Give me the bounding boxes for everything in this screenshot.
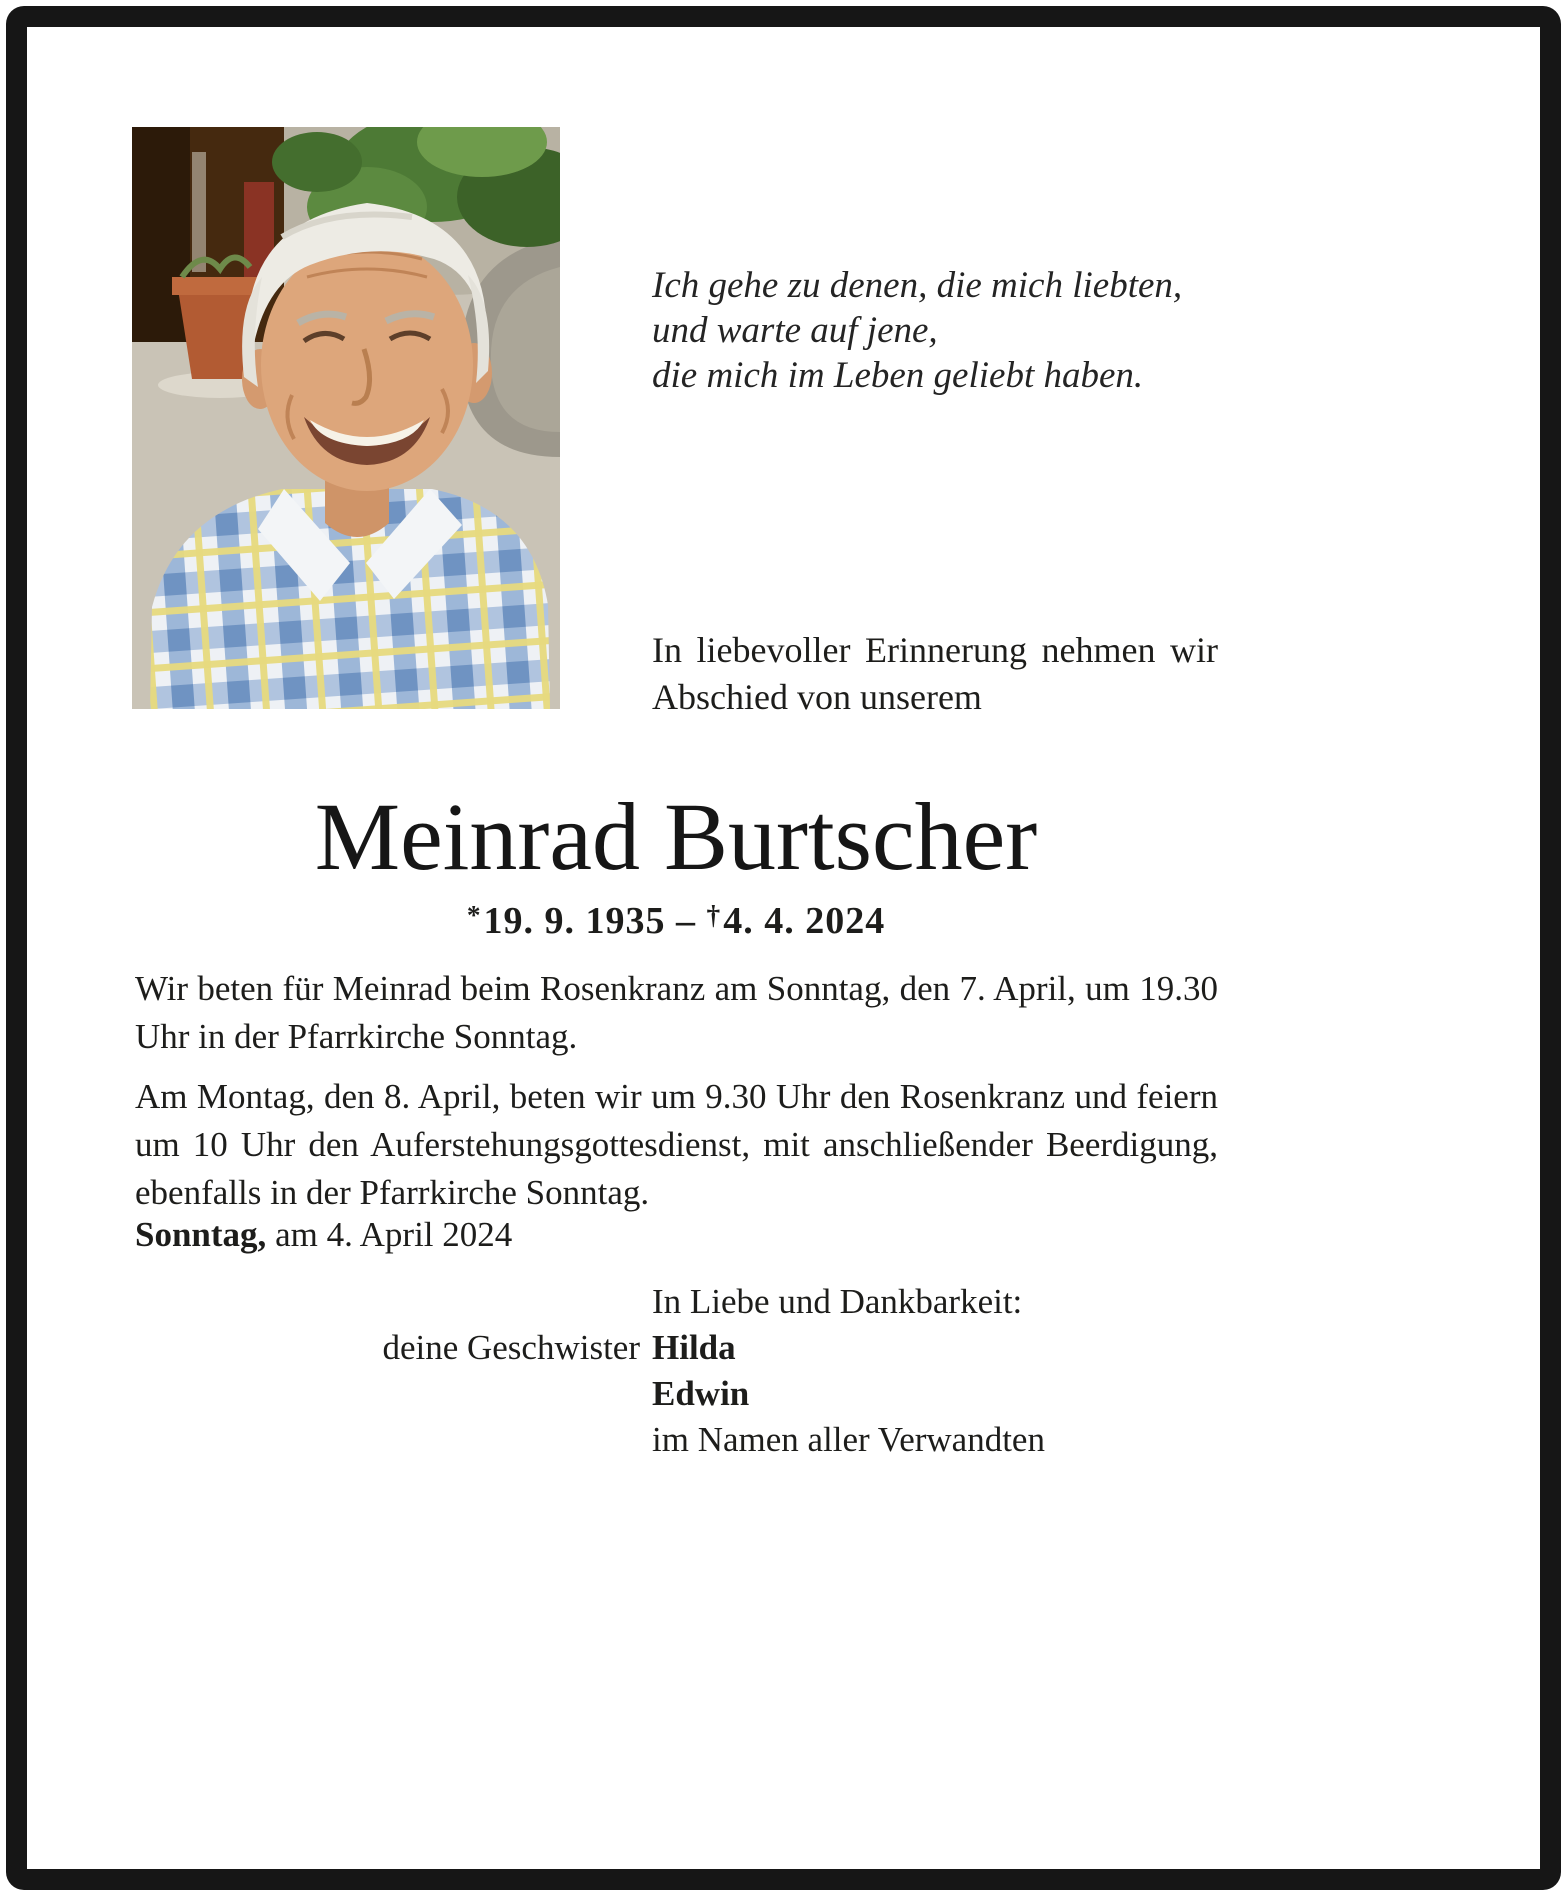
life-dates bbox=[135, 899, 1217, 943]
birth-date: 19. 9. 1935 bbox=[483, 900, 666, 942]
sibling-name-2: Edwin bbox=[652, 1374, 750, 1413]
notice-date: am 4. April 2024 bbox=[266, 1215, 513, 1254]
sibling-name-1: Hilda bbox=[652, 1328, 736, 1367]
birth-symbol: * bbox=[466, 900, 482, 930]
rosary-paragraph: Wir beten für Meinrad beim Rosenkranz am Sonntag, den 7. April, um 19.30 Uhr in der Pfarrkirche Sonntag. bbox=[135, 969, 1218, 1056]
closing-row-sibling-2 bbox=[135, 1371, 1218, 1417]
funeral-paragraph: Am Montag, den 8. April, beten wir um 9.30 Uhr den Rosenkranz und feiern um 10 Uhr den Auferstehungsgottesdienst, mit anschließender Beerdigung, ebenfalls in der Pfarrkirche Sonntag. bbox=[135, 1077, 1218, 1212]
portrait-photo bbox=[132, 127, 560, 709]
memorial-quote bbox=[652, 263, 1227, 398]
deceased-name: Meinrad Burtscher bbox=[314, 783, 1038, 890]
death-date: 4. 4. 2024 bbox=[723, 900, 886, 942]
relatives-line: im Namen aller Verwandten bbox=[652, 1420, 1045, 1459]
dates-separator: – bbox=[665, 900, 707, 942]
quote-line-1: Ich gehe zu denen, die mich liebten, bbox=[652, 265, 1183, 306]
portrait-illustration bbox=[132, 127, 560, 709]
quote-line-2: und warte auf jene, bbox=[652, 310, 938, 351]
quote-line-3: die mich im Leben geliebt haben. bbox=[652, 355, 1144, 396]
obituary-card bbox=[6, 6, 1561, 1890]
siblings-label: deine Geschwister bbox=[382, 1328, 640, 1367]
closing-row-relatives bbox=[135, 1417, 1218, 1463]
death-symbol: † bbox=[706, 900, 722, 930]
closing-row-sibling-1 bbox=[135, 1325, 1218, 1371]
mourners-block bbox=[135, 1279, 1218, 1463]
farewell-intro: In liebevoller Erinnerung nehmen wir Abschied von unserem bbox=[652, 630, 1218, 717]
place-name: Sonntag, bbox=[135, 1215, 267, 1254]
closing-row-gratitude bbox=[135, 1279, 1218, 1325]
place-date-line bbox=[135, 1215, 1218, 1255]
gratitude-line: In Liebe und Dankbarkeit: bbox=[652, 1282, 1023, 1321]
